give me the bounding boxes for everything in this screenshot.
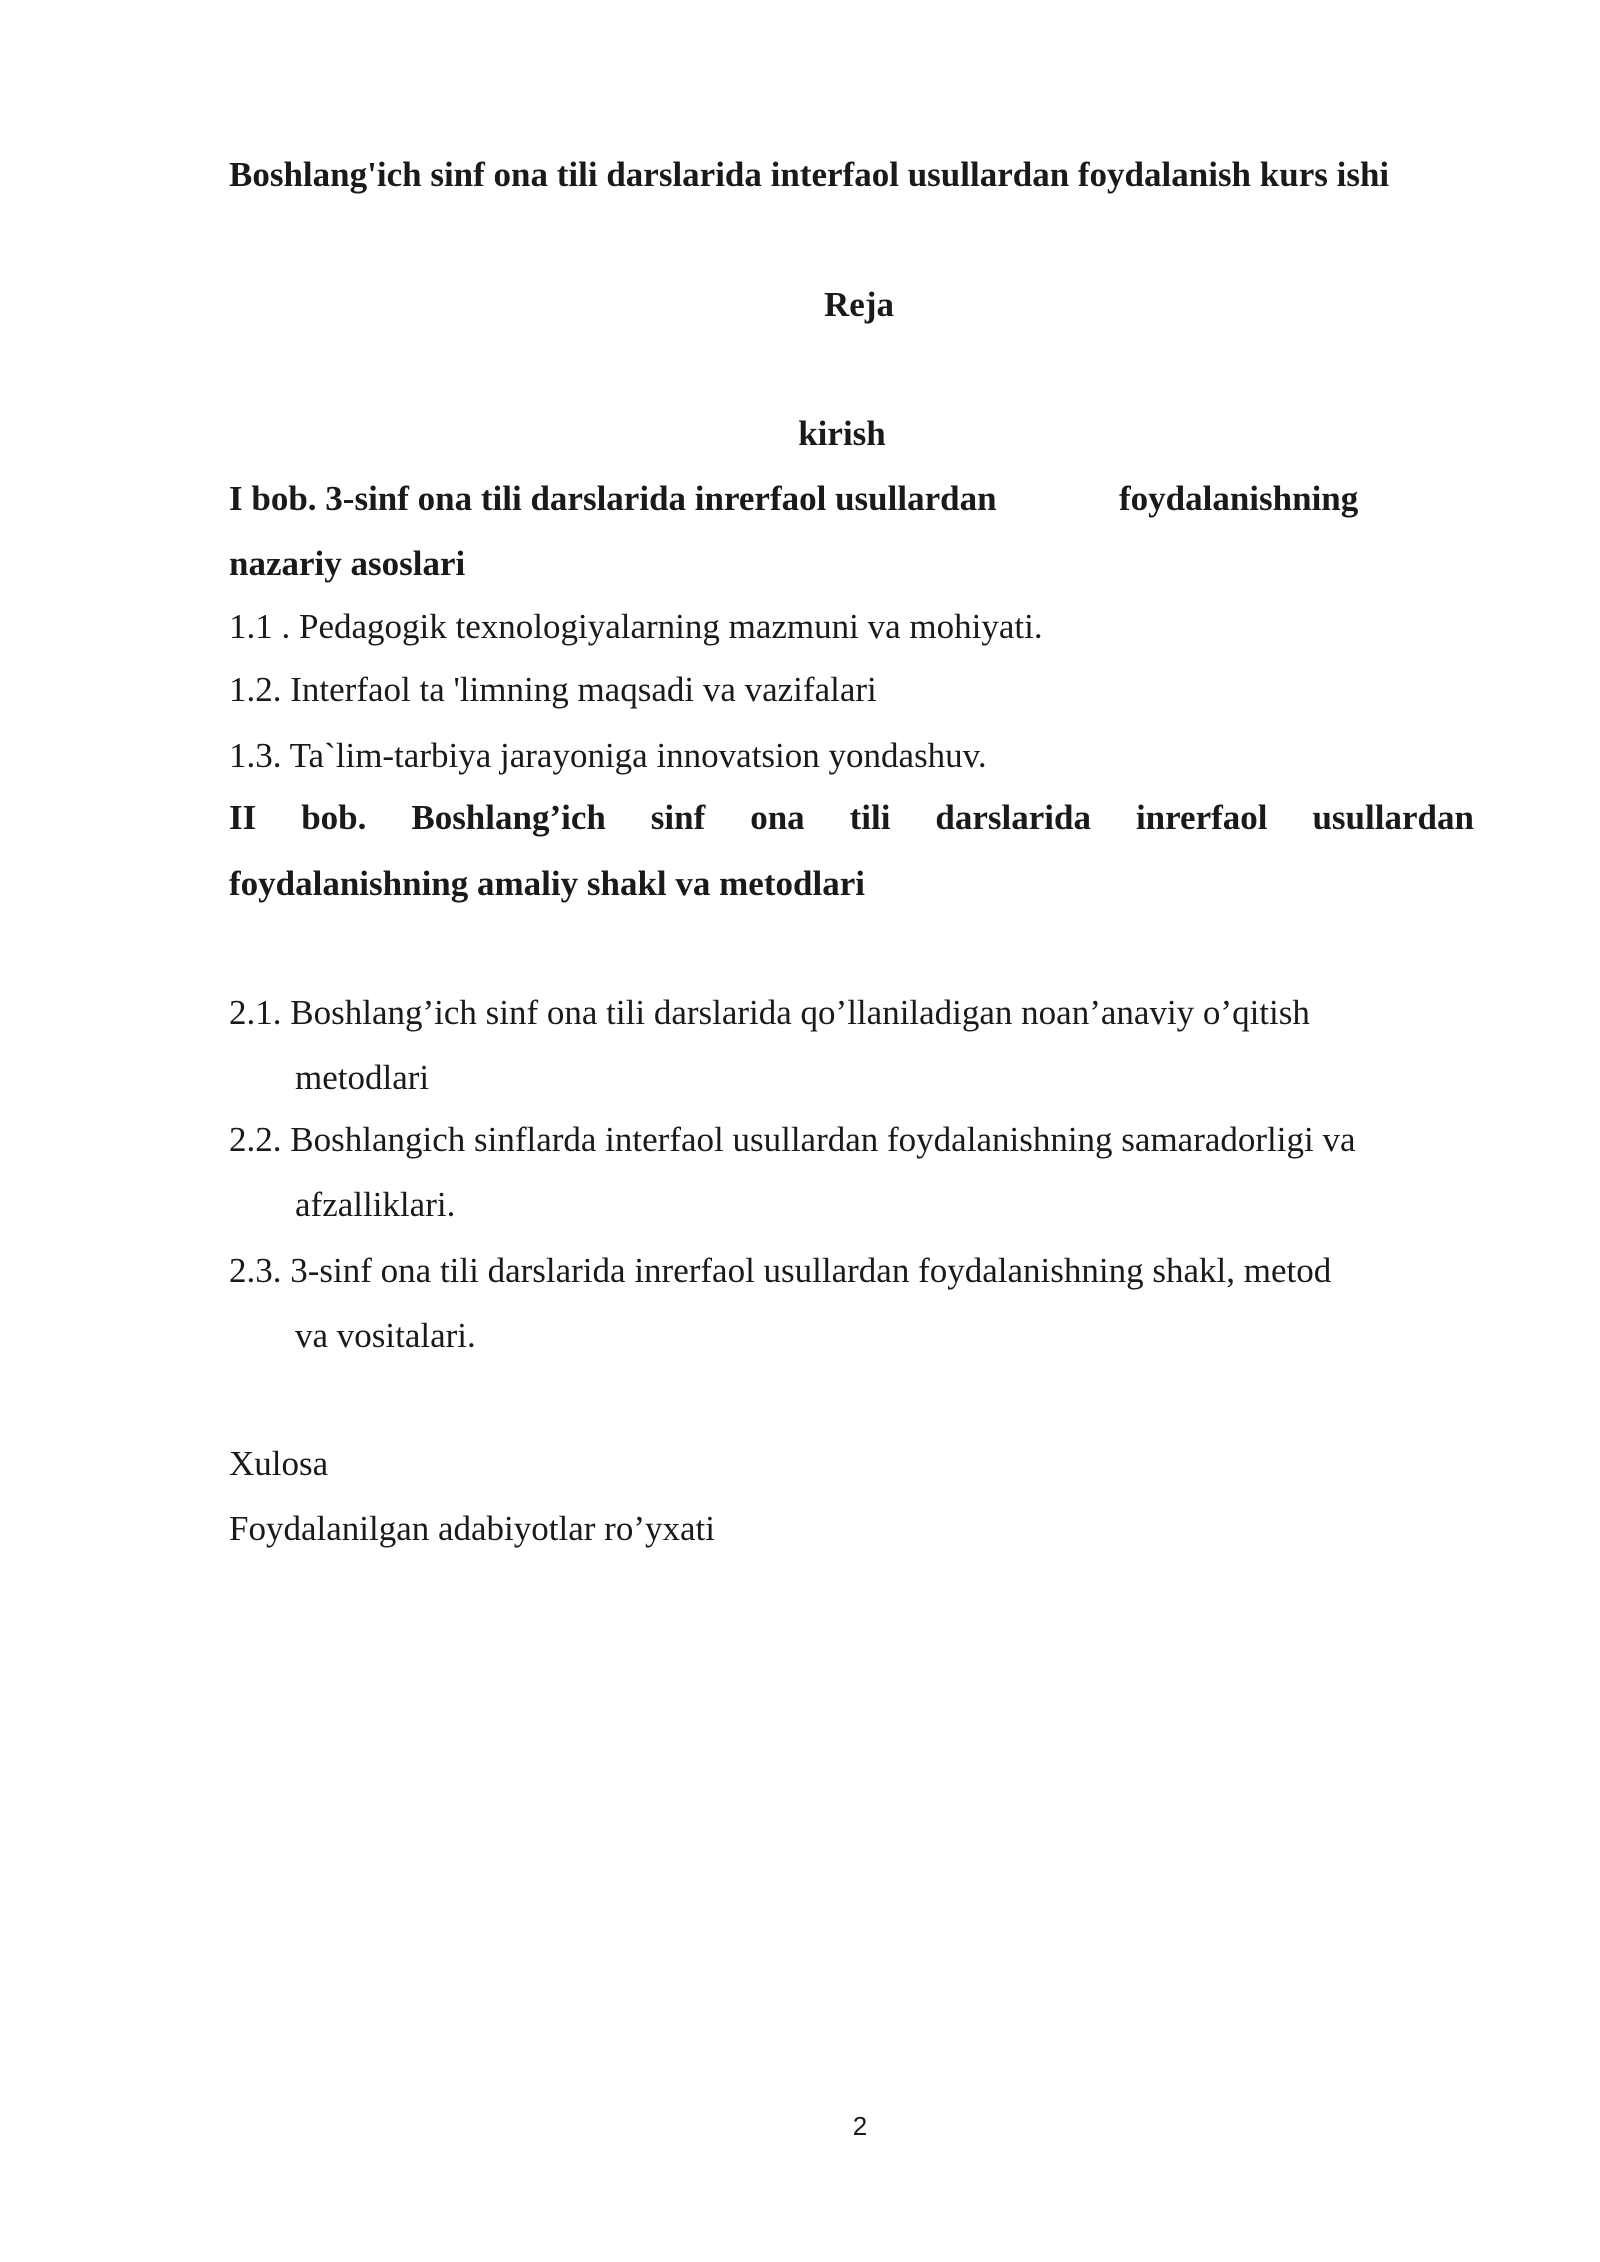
chapter1-heading-right: foydalanishning: [1119, 479, 1359, 518]
chapter2-word: tili: [849, 798, 891, 837]
section-2-3-line1: 2.3. 3-sinf ona tili darslarida inrerfaol usullardan foydalanishning shakl, metod: [229, 1251, 1332, 1290]
section-2-1-line2: metodlari: [295, 1058, 430, 1097]
section-2-2-line2: afzalliklari.: [295, 1185, 456, 1224]
chapter1-heading-left: I bob. 3-sinf ona tili darslarida inrerfaol usullardan: [229, 479, 997, 518]
references-entry: Foydalanilgan adabiyotlar ro’yxati: [229, 1509, 715, 1548]
chapter2-word: II: [229, 798, 257, 837]
document-title: Boshlang'ich sinf ona tili darslarida interfaol usullardan foydalanish kurs ishi: [229, 155, 1390, 194]
chapter2-word: sinf: [650, 798, 706, 837]
chapter2-word: inrerfaol: [1135, 798, 1268, 837]
section-2-3-line2: va vositalari.: [295, 1316, 476, 1355]
intro-heading: kirish: [798, 414, 886, 453]
section-1-1: 1.1 . Pedagogik texnologiyalarning mazmuni va mohiyati.: [229, 607, 1043, 646]
chapter2-word: darslarida: [935, 798, 1091, 837]
conclusion-entry: Xulosa: [229, 1444, 329, 1483]
plan-heading: Reja: [824, 285, 894, 324]
chapter1-heading-line1: [229, 479, 1359, 518]
section-1-3: 1.3. Ta`lim-tarbiya jarayoniga innovatsion yondashuv.: [229, 736, 987, 775]
chapter2-word: bob.: [301, 798, 367, 837]
section-2-1-line1: 2.1. Boshlang’ich sinf ona tili darslarida qo’llaniladigan noan’anaviy o’qitish: [229, 993, 1310, 1032]
chapter2-word: ona: [750, 798, 805, 837]
chapter2-word: Boshlang’ich: [411, 798, 606, 837]
section-1-2: 1.2. Interfaol ta 'limning maqsadi va vazifalari: [229, 670, 877, 709]
page-number: 2: [852, 2111, 868, 2141]
chapter1-heading-line2: nazariy asoslari: [229, 544, 466, 583]
chapter2-heading-line1: [229, 800, 1474, 835]
section-2-2-line1: 2.2. Boshlangich sinflarda interfaol usullardan foydalanishning samaradorligi va: [229, 1120, 1356, 1159]
chapter2-heading-line2: foydalanishning amaliy shakl va metodlari: [229, 864, 865, 903]
chapter2-word: usullardan: [1312, 798, 1474, 837]
